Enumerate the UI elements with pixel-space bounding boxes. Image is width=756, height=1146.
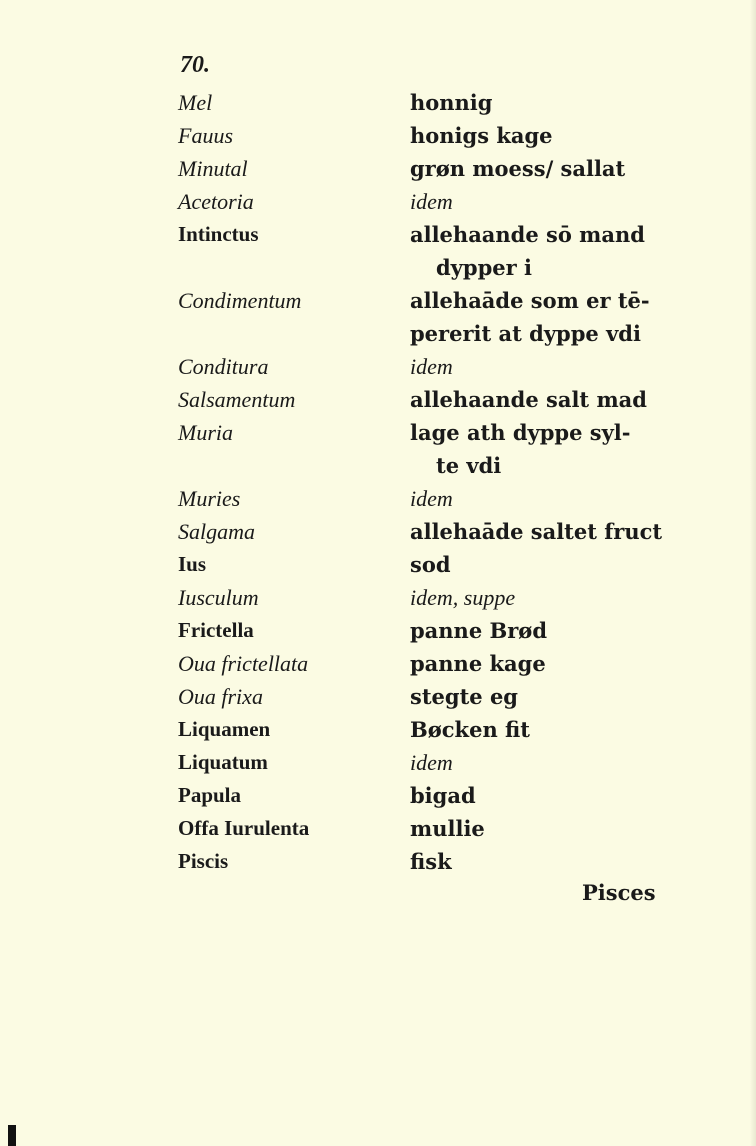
danish-translation: allehaāde saltet fruct xyxy=(410,519,663,544)
entry-row xyxy=(0,581,756,614)
latin-term: Liquatum xyxy=(178,750,268,774)
danish-translation: allehaande salt mad xyxy=(410,387,647,412)
danish-translation: bigad xyxy=(410,783,476,808)
danish-translation: fisk xyxy=(410,849,452,874)
latin-term: Muria xyxy=(178,420,233,445)
danish-translation: allehaāde som er tē- xyxy=(410,288,650,313)
latin-term: Muries xyxy=(178,486,241,511)
entry-row xyxy=(0,713,756,746)
latin-term: Offa Iurulenta xyxy=(178,816,310,840)
latin-term: Salsamentum xyxy=(178,387,296,412)
entry-row xyxy=(0,86,756,119)
entry-row xyxy=(0,416,756,482)
entry-row xyxy=(0,680,756,713)
entry-row xyxy=(0,647,756,680)
latin-term: Ius xyxy=(178,552,207,576)
latin-term: Salgama xyxy=(178,519,255,544)
entry-row xyxy=(0,746,756,779)
page-edge-mark xyxy=(8,1125,16,1146)
entry-row xyxy=(0,482,756,515)
danish-translation: panne kage xyxy=(410,651,546,676)
latin-term: Piscis xyxy=(178,849,229,873)
latin-term: Condimentum xyxy=(178,288,302,313)
latin-term: Intinctus xyxy=(178,222,259,246)
latin-term: Oua frixa xyxy=(178,684,263,709)
danish-translation: idem xyxy=(410,486,453,511)
entry-row xyxy=(0,614,756,647)
danish-translation: honigs kage xyxy=(410,123,553,148)
entry-row xyxy=(0,152,756,185)
entry-row xyxy=(0,218,756,284)
danish-translation: idem xyxy=(410,189,453,214)
entry-row xyxy=(0,812,756,845)
page-edge-shadow xyxy=(750,0,756,1146)
latin-term: Conditura xyxy=(178,354,269,379)
latin-term: Acetoria xyxy=(178,189,254,214)
page-number: 70. xyxy=(180,52,210,78)
entry-row xyxy=(0,350,756,383)
entry-row xyxy=(0,119,756,152)
danish-translation-continued: dypper i xyxy=(436,255,532,280)
latin-term: Papula xyxy=(178,783,242,807)
danish-translation: Bøcken fit xyxy=(410,717,531,742)
danish-translation-continued: te vdi xyxy=(436,453,502,478)
latin-term: Iusculum xyxy=(178,585,259,610)
entry-row xyxy=(0,284,756,350)
danish-translation: allehaande sō mand xyxy=(410,222,645,247)
latin-term: Oua frictellata xyxy=(178,651,309,676)
danish-translation-continued: pererit at dyppe vdi xyxy=(410,321,641,346)
danish-translation: honnig xyxy=(410,90,493,115)
danish-translation: sod xyxy=(410,552,451,577)
latin-term: Fauus xyxy=(178,123,233,148)
entry-row xyxy=(0,779,756,812)
entry-row xyxy=(0,383,756,416)
danish-translation: grøn moess/ sallat xyxy=(410,156,626,181)
latin-term: Frictella xyxy=(178,618,254,642)
danish-translation: mullie xyxy=(410,816,485,841)
danish-translation: stegte eg xyxy=(410,684,518,709)
entry-row xyxy=(0,548,756,581)
danish-translation: idem xyxy=(410,750,453,775)
danish-translation: lage ath dyppe syl- xyxy=(410,420,631,445)
entry-row xyxy=(0,185,756,218)
entry-row xyxy=(0,845,756,878)
danish-translation: idem xyxy=(410,354,453,379)
latin-term: Minutal xyxy=(178,156,248,181)
latin-term: Liquamen xyxy=(178,717,271,741)
danish-translation: idem, suppe xyxy=(410,585,516,610)
entry-row xyxy=(0,515,756,548)
latin-term: Mel xyxy=(178,90,213,115)
catchword: Pisces xyxy=(582,880,656,905)
danish-translation: panne Brød xyxy=(410,618,548,643)
